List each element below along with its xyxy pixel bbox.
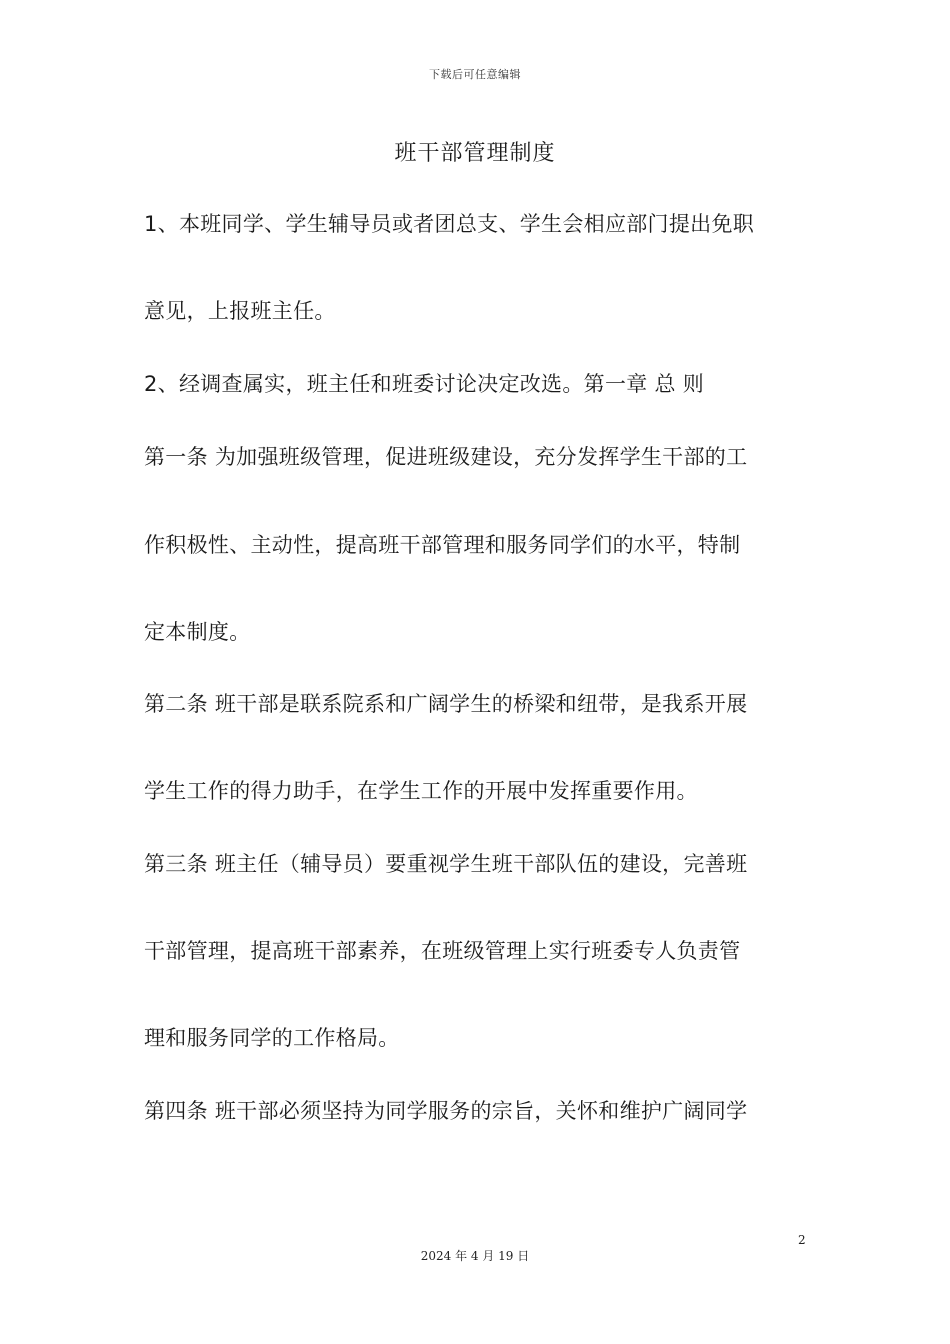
body-line-1: 1、本班同学、学生辅导员或者团总支、学生会相应部门提出免职 xyxy=(144,212,755,236)
body-line-7: 第二条 班干部是联系院系和广阔学生的桥梁和纽带，是我系开展 xyxy=(144,692,748,716)
header-note: 下载后可任意编辑 xyxy=(429,68,521,81)
body-line-2: 意见，上报班主任。 xyxy=(144,299,336,323)
body-line-5: 作积极性、主动性，提高班干部管理和服务同学们的水平，特制 xyxy=(144,533,741,557)
body-line-6: 定本制度。 xyxy=(144,620,251,644)
body-line-4: 第一条 为加强班级管理，促进班级建设，充分发挥学生干部的工 xyxy=(144,445,748,469)
body-line-10: 干部管理，提高班干部素养，在班级管理上实行班委专人负责管 xyxy=(144,939,741,963)
document-title: 班干部管理制度 xyxy=(394,141,556,166)
body-line-12: 第四条 班干部必须坚持为同学服务的宗旨，关怀和维护广阔同学 xyxy=(144,1099,748,1123)
footer-date: 2024 年 4 月 19 日 xyxy=(420,1249,530,1263)
body-line-9: 第三条 班主任（辅导员）要重视学生班干部队伍的建设，完善班 xyxy=(144,852,748,876)
body-line-8: 学生工作的得力助手，在学生工作的开展中发挥重要作用。 xyxy=(144,779,698,803)
body-line-11: 理和服务同学的工作格局。 xyxy=(144,1026,400,1050)
page-number: 2 xyxy=(798,1233,806,1247)
body-line-3: 2、经调查属实，班主任和班委讨论决定改选。第一章 总 则 xyxy=(144,372,705,396)
